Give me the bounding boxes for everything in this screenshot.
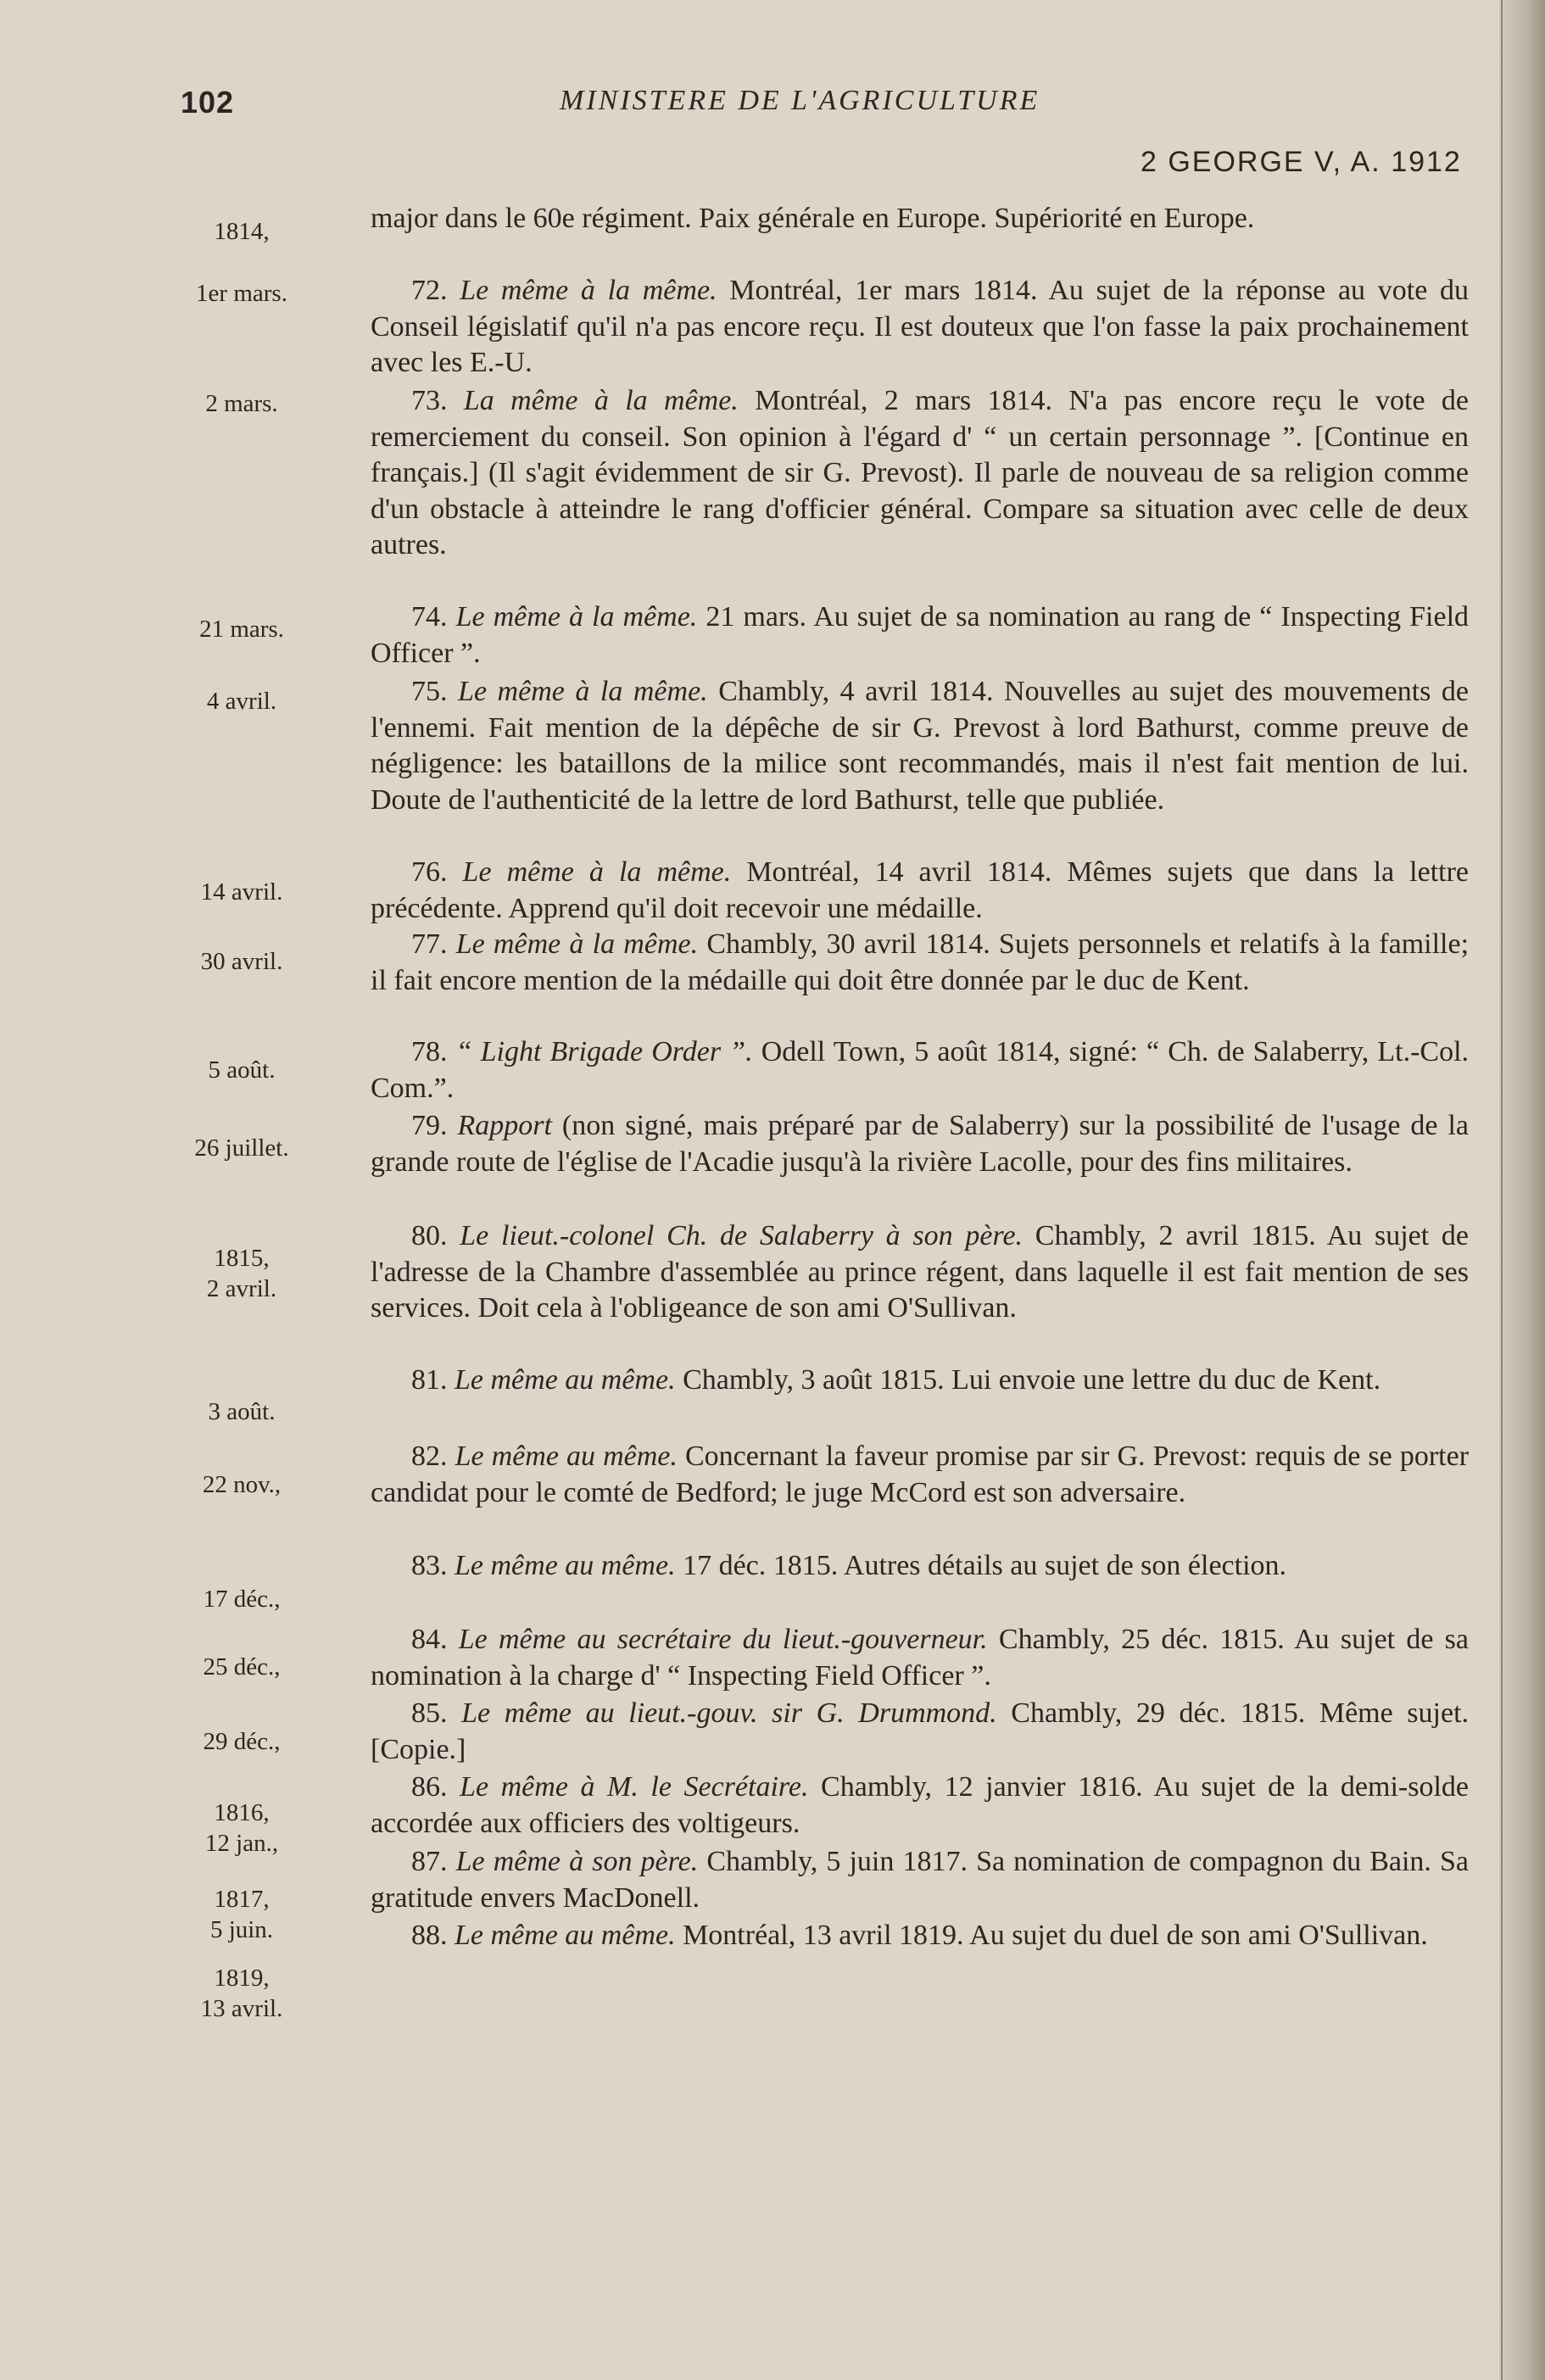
- page-number: 102: [181, 85, 235, 120]
- entry-date: [174, 1055, 310, 1085]
- entry-date-line: 22 nov.,: [202, 1471, 282, 1498]
- entry-body: Chambly, 25 déc. 1815. Au sujet de sa nomination à la charge d' “ Inspecting Field Officer ”.: [371, 1624, 1470, 1692]
- entry-date: [174, 1798, 310, 1859]
- entry-text: [371, 1439, 1469, 1511]
- entry-date-line: 1817,: [214, 1886, 270, 1913]
- entry-number: 85.: [411, 1697, 448, 1729]
- entry-text: [371, 1363, 1469, 1399]
- entry-number: 86.: [411, 1771, 448, 1803]
- entry-date-line: 29 déc.,: [203, 1728, 281, 1755]
- entry-body: Montréal, 1er mars 1814. Au sujet de la réponse au vote du Conseil législatif qu'il n'a pas encore reçu. Il est douteux que l'on fasse la paix prochainement avec les E.-U.: [371, 275, 1469, 378]
- entry-number: 73.: [411, 385, 448, 416]
- entry-text: [371, 855, 1469, 927]
- entry-title: Le même à M. le Secrétaire.: [460, 1771, 809, 1803]
- entry-title: Le même au même.: [455, 1441, 678, 1472]
- entry-text: [371, 1770, 1469, 1842]
- entry-body: 17 déc. 1815. Autres détails au sujet de son élection.: [683, 1550, 1287, 1581]
- entry-title: Le même à la même.: [455, 928, 699, 960]
- entry-date-line: 26 juillet.: [194, 1134, 289, 1162]
- entry-title: Le même à la même.: [460, 275, 717, 306]
- entry-body: Odell Town, 5 août 1814, signé: “ Ch. de Salaberry, Lt.-Col. Com.”.: [371, 1036, 1470, 1104]
- entry-body: Chambly, 5 juin 1817. Sa nomination de compagnon du Bain. Sa gratitude envers MacDonell.: [371, 1846, 1470, 1914]
- entry-date: [174, 1584, 310, 1614]
- entry-date-line: 17 déc.,: [203, 1586, 281, 1613]
- entry-date: [174, 278, 310, 309]
- entry-title: Le même à la même.: [458, 676, 708, 707]
- entry-body: Chambly, 4 avril 1814. Nouvelles au sujet des mouvements de l'ennemi. Fait mention de la dépêche de sir G. Prevost à lord Bathurst, comme preuve de négligence: les bataillons de la milice sont recommandés, mais il n'est fait mention de lui. Doute de l'authenticité de la lettre de lord Bathurst, telle que publiée.: [371, 676, 1470, 816]
- entry-number: 87.: [411, 1846, 448, 1877]
- entry-title: Le même au même.: [455, 1920, 676, 1951]
- entry-number: 84.: [411, 1624, 448, 1655]
- entry-date: [174, 946, 310, 977]
- session-label: 2 GEORGE V, A. 1912: [1141, 146, 1462, 178]
- entry-title: Le même au même.: [455, 1364, 676, 1396]
- entry-title: La même à la même.: [463, 385, 739, 416]
- entry-date-line: 2 avril.: [206, 1275, 277, 1302]
- entry-date-line: 1814,: [214, 218, 270, 245]
- entry-body: Chambly, 12 janvier 1816. Au sujet de la demi-solde accordée aux officiers des voltigeurs.: [371, 1771, 1469, 1839]
- entry-text: [371, 201, 1469, 237]
- entry-text: [371, 1918, 1469, 1954]
- entry-text: [371, 599, 1469, 672]
- entry-date: [174, 1963, 310, 2024]
- entry-date: [174, 1652, 310, 1682]
- entry-text: [371, 383, 1469, 564]
- entry-body: Chambly, 3 août 1815. Lui envoie une lettre du duc de Kent.: [683, 1364, 1381, 1396]
- entry-body: Montréal, 2 mars 1814. N'a pas encore reçu le vote de remerciement du conseil. Son opinion à l'égard d' “ un certain personnage ”. [Continue en français.] (Il s'agit évidemment de sir G. Prevost). Il parle de nouveau de sa religion comme d'un obstacle à atteindre le rang d'officier général. Compare sa situation avec celle de deux autres.: [371, 385, 1470, 560]
- entry-title: Le même au secrétaire du lieut.-gouverneur.: [458, 1624, 988, 1655]
- entry-date: [174, 877, 310, 907]
- entry-text: [371, 1844, 1469, 1916]
- entry-title: “ Light Brigade Order ”.: [455, 1036, 753, 1067]
- entry-text: [371, 1218, 1469, 1327]
- entry-date-line: 21 mars.: [199, 616, 284, 643]
- entry-body: Chambly, 30 avril 1814. Sujets personnels et relatifs à la famille; il fait encore mention de la médaille qui doit être donnée par le duc de Kent.: [371, 928, 1470, 996]
- entry-text: [371, 1034, 1469, 1106]
- entry-date-line: 1er mars.: [196, 280, 287, 307]
- running-head: MINISTERE DE L'AGRICULTURE: [560, 85, 1040, 116]
- entry-title: Le lieut.-colonel Ch. de Salaberry à son père.: [460, 1220, 1023, 1251]
- entry-body: Montréal, 13 avril 1819. Au sujet du duel de son ami O'Sullivan.: [683, 1920, 1428, 1951]
- entry-number: 83.: [411, 1550, 448, 1581]
- entry-date: [174, 216, 310, 247]
- entry-number: 81.: [411, 1364, 448, 1396]
- entry-date-line: 13 avril.: [200, 1995, 283, 2022]
- entry-text: [371, 1548, 1469, 1585]
- entry-date-line: 1815,: [214, 1245, 270, 1272]
- entry-number: 72.: [411, 275, 448, 306]
- entry-number: 78.: [411, 1036, 448, 1067]
- entry-number: 79.: [411, 1110, 448, 1141]
- entry-number: 88.: [411, 1920, 448, 1951]
- entry-number: 80.: [411, 1220, 448, 1251]
- entry-date-line: 25 déc.,: [203, 1653, 281, 1680]
- entry-title: Le même au même.: [455, 1550, 676, 1581]
- entry-date: [174, 1243, 310, 1304]
- entry-body: Chambly, 29 déc. 1815. Même sujet. [Copie.]: [371, 1697, 1470, 1765]
- entry-title: Le même à son père.: [455, 1846, 699, 1877]
- entry-body: Chambly, 2 avril 1815. Au sujet de l'adresse de la Chambre d'assemblée au prince régent, dans laquelle il est fait mention de ses services. Doit cela à l'obligeance de son ami O'Sullivan.: [371, 1220, 1470, 1324]
- entry-date-line: 14 avril.: [200, 878, 283, 906]
- entry-body: Concernant la faveur promise par sir G. Prevost: requis de se porter candidat pour le comté de Bedford; le juge McCord est son adversaire.: [371, 1441, 1470, 1508]
- entry-text: [371, 1696, 1469, 1768]
- entry-date-line: 2 mars.: [205, 390, 278, 417]
- entry-date-line: 1819,: [214, 1965, 270, 1992]
- entry-date-line: 3 août.: [208, 1398, 276, 1425]
- entry-date: [174, 686, 310, 716]
- entry-title: Rapport: [457, 1110, 552, 1141]
- entry-text: [371, 1622, 1469, 1694]
- page-edge-line: [1501, 0, 1503, 2380]
- entry-title: Le même au lieut.-gouv. sir G. Drummond.: [461, 1697, 997, 1729]
- entry-date: [174, 1884, 310, 1945]
- entry-title: Le même à la même.: [455, 601, 698, 633]
- entry-date: [174, 388, 310, 419]
- entry-body: 21 mars. Au sujet de sa nomination au rang de “ Inspecting Field Officer ”.: [371, 601, 1470, 669]
- entry-number: 77.: [411, 928, 448, 960]
- entry-date: [174, 1726, 310, 1757]
- entry-date: [174, 1396, 310, 1427]
- entry-number: 74.: [411, 601, 448, 633]
- entry-date-line: 5 août.: [208, 1056, 276, 1084]
- entry-text: [371, 273, 1469, 382]
- entry-body: Montréal, 14 avril 1814. Mêmes sujets que dans la lettre précédente. Apprend qu'il doit recevoir une médaille.: [371, 856, 1469, 924]
- entry-text: [371, 927, 1469, 999]
- entry-date-line: 12 jan.,: [204, 1830, 279, 1857]
- entry-date-line: 4 avril.: [206, 688, 277, 715]
- entry-date-line: 30 avril.: [200, 948, 283, 975]
- entry-date: [174, 1469, 310, 1500]
- entry-number: 82.: [411, 1441, 448, 1472]
- entry-date: [174, 614, 310, 644]
- entry-title: Le même à la même.: [462, 856, 732, 888]
- entry-date: [174, 1133, 310, 1163]
- entry-date-line: 1816,: [214, 1799, 270, 1826]
- entry-number: 75.: [411, 676, 448, 707]
- entry-text: [371, 1108, 1469, 1180]
- entry-body: major dans le 60e régiment. Paix générale en Europe. Supériorité en Europe.: [371, 203, 1255, 234]
- entry-text: [371, 674, 1469, 818]
- entry-date-line: 5 juin.: [209, 1916, 274, 1943]
- entry-body: (non signé, mais préparé par de Salaberry) sur la possibilité de l'usage de la grande route de l'église de l'Acadie jusqu'à la rivière Lacolle, pour des fins militaires.: [371, 1110, 1470, 1178]
- book-spine-shadow: [1499, 0, 1545, 2380]
- entry-number: 76.: [411, 856, 448, 888]
